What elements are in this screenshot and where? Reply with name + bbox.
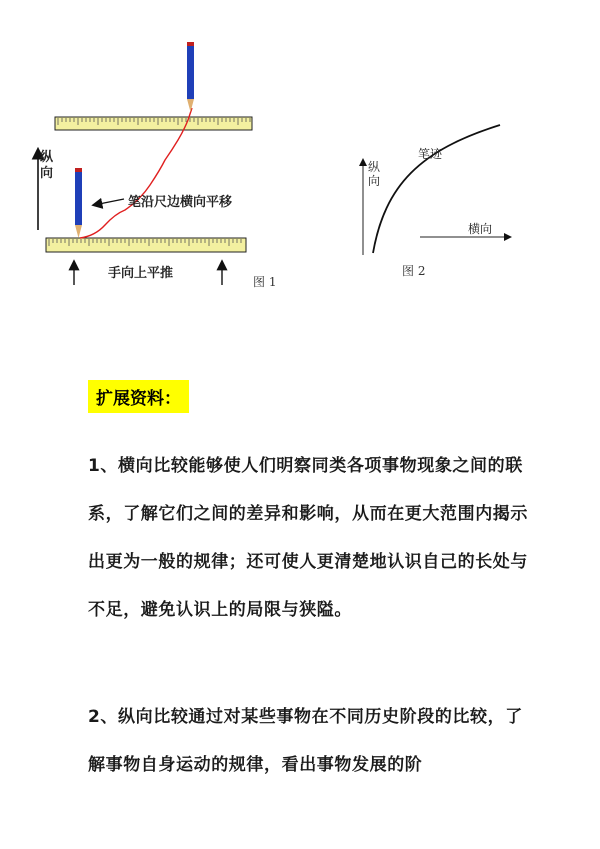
fig1-vertical-label: 纵向 [40,150,54,181]
fig2-caption: 图 2 [402,264,426,278]
paragraph-1: 1、横向比较能够使人们明察同类各项事物现象之间的联系，了解它们之间的差异和影响，从而在更大范围内揭示出更为一般的规律；还可使人更清楚地认识自己的长处与不足，避免认识上的局限与狭隘。 [88,456,528,620]
lower-pencil [75,168,82,238]
figure-area [0,0,600,310]
lower-ruler [46,238,246,252]
fig1-caption: 图 1 [253,275,277,289]
upper-pencil [187,42,194,112]
fig1-hand-label: 手向上平推 [108,266,174,281]
upper-ruler [55,117,252,130]
paragraph-2: 2、纵向比较通过对某些事物在不同历史阶段的比较，了解事物自身运动的规律，看出事物发展的阶 [88,707,523,775]
fig2-vertical-label: 纵向 [368,160,381,188]
fig1-pen-annotation: 笔沿尺边横向平移 [128,195,233,210]
fig2-horizontal-label: 横向 [468,222,493,236]
section-heading: 扩展资料： [88,380,189,413]
fig2-trace-label: 笔迹 [418,147,443,161]
figures-svg [0,0,600,310]
annotation-arrow [94,199,124,205]
section-heading-wrap [88,380,189,413]
